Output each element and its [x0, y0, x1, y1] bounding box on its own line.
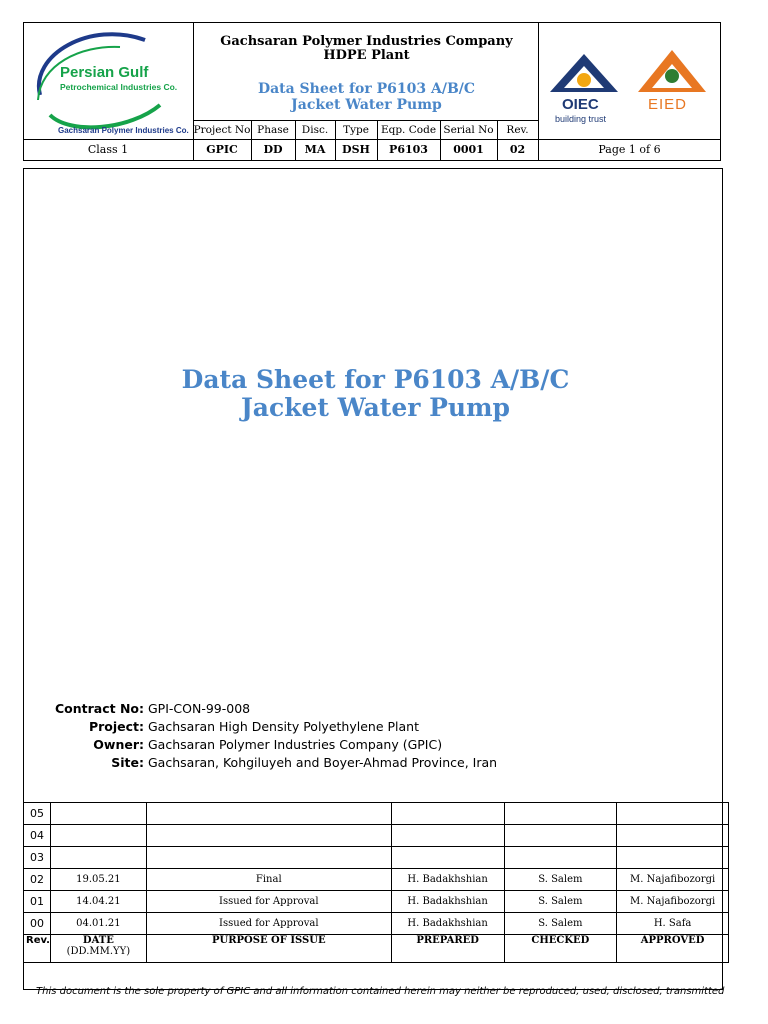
eied-logo	[636, 48, 708, 96]
checked-cell	[504, 847, 617, 869]
approved-cell	[617, 825, 729, 847]
col-serial-no: Serial No	[443, 124, 494, 136]
date-cell: 04.01.21	[50, 913, 146, 935]
confidentiality-notice: This document is the sole property of GPIC and all information contained herein may neither be reproduced, used, disclosed, transmitted	[36, 986, 725, 997]
date-cell	[50, 825, 146, 847]
col-project-no: Project No	[193, 124, 251, 136]
rev-cell: 03	[24, 847, 51, 869]
purpose-cell: Final	[146, 869, 391, 891]
prepared-cell: H. Badakhshian	[391, 869, 504, 891]
val-disc: MA	[304, 143, 326, 156]
date-cell: 14.04.21	[50, 891, 146, 913]
purpose-cell	[146, 825, 391, 847]
header-title-line-2: Jacket Water Pump	[291, 97, 442, 113]
col-phase: Phase	[257, 124, 289, 136]
purpose-cell	[146, 847, 391, 869]
site-label: Site:	[111, 755, 144, 770]
revision-table	[23, 802, 729, 963]
rev-cell: 04	[24, 825, 51, 847]
page-title	[23, 366, 728, 422]
approved-cell: M. Najafibozorgi	[617, 891, 729, 913]
revision-header-row	[24, 935, 729, 963]
rev-header: Rev.	[24, 935, 51, 963]
contract-value: GPI-CON-99-008	[148, 701, 251, 716]
owner-label: Owner:	[93, 737, 144, 752]
prepared-cell	[391, 825, 504, 847]
gpic-logo-footer: Gachsaran Polymer Industries Co.	[58, 126, 189, 135]
purpose-cell	[146, 803, 391, 825]
eied-name: EIED	[648, 96, 688, 113]
company-name	[195, 35, 538, 63]
page-title-line-2: Jacket Water Pump	[240, 393, 511, 422]
prepared-cell: H. Badakhshian	[391, 891, 504, 913]
table-row	[24, 913, 729, 935]
header-datasheet-title	[195, 81, 538, 113]
prepared-header: PREPARED	[391, 935, 504, 963]
contract-row	[22, 700, 250, 718]
oiec-name: OIEC	[562, 96, 599, 113]
owner-value: Gachsaran Polymer Industries Company (GPIC)	[148, 737, 443, 752]
purpose-cell: Issued for Approval	[146, 913, 391, 935]
oiec-tagline: building trust	[555, 114, 607, 124]
table-row	[24, 847, 729, 869]
page-label: Page 1 of 6	[598, 143, 661, 156]
date-header-label: DATE	[82, 935, 114, 946]
val-type: DSH	[342, 143, 370, 156]
rev-cell: 05	[24, 803, 51, 825]
approved-cell	[617, 847, 729, 869]
company-line-2: HDPE Plant	[323, 48, 410, 63]
checked-cell: S. Salem	[504, 891, 617, 913]
val-phase: DD	[263, 143, 283, 156]
site-row	[22, 754, 497, 772]
table-row	[24, 803, 729, 825]
date-format-label: (DD.MM.YY)	[66, 946, 131, 957]
prepared-cell: H. Badakhshian	[391, 913, 504, 935]
prepared-cell	[391, 847, 504, 869]
table-row	[24, 869, 729, 891]
checked-cell	[504, 803, 617, 825]
approved-cell	[617, 803, 729, 825]
class-label: Class 1	[87, 143, 129, 156]
rev-cell: 01	[24, 891, 51, 913]
project-value: Gachsaran High Density Polyethylene Plant	[148, 719, 419, 734]
purpose-header: PURPOSE OF ISSUE	[146, 935, 391, 963]
rev-cell: 02	[24, 869, 51, 891]
date-cell	[50, 803, 146, 825]
persian-gulf-name: Persian Gulf	[60, 64, 149, 81]
date-header	[50, 935, 146, 963]
col-rev: Rev.	[506, 124, 529, 136]
purpose-cell: Issued for Approval	[146, 891, 391, 913]
page-title-line-1: Data Sheet for P6103 A/B/C	[181, 365, 570, 394]
col-eqp-code: Eqp. Code	[380, 124, 437, 136]
table-row	[24, 891, 729, 913]
checked-cell: S. Salem	[504, 913, 617, 935]
contract-label: Contract No:	[54, 701, 144, 716]
val-eqp-code: P6103	[389, 143, 428, 156]
col-type: Type	[343, 124, 369, 136]
date-cell	[50, 847, 146, 869]
approved-cell: M. Najafibozorgi	[617, 869, 729, 891]
project-row	[22, 718, 419, 736]
checked-cell	[504, 825, 617, 847]
val-serial-no: 0001	[453, 143, 484, 156]
approved-header: APPROVED	[617, 935, 729, 963]
rev-cell: 00	[24, 913, 51, 935]
col-disc: Disc.	[301, 124, 329, 136]
oiec-logo	[548, 52, 620, 96]
table-row	[24, 825, 729, 847]
project-label: Project:	[88, 719, 144, 734]
persian-gulf-subtitle: Petrochemical Industries Co.	[60, 82, 178, 92]
val-rev: 02	[509, 143, 526, 156]
checked-header: CHECKED	[504, 935, 617, 963]
checked-cell: S. Salem	[504, 869, 617, 891]
site-value: Gachsaran, Kohgiluyeh and Boyer-Ahmad Province, Iran	[148, 755, 498, 770]
approved-cell: H. Safa	[617, 913, 729, 935]
company-line-1: Gachsaran Polymer Industries Company	[220, 34, 513, 49]
val-project-no: GPIC	[206, 143, 238, 156]
header-title-line-1: Data Sheet for P6103 A/B/C	[257, 81, 476, 97]
owner-row	[22, 736, 442, 754]
prepared-cell	[391, 803, 504, 825]
date-cell: 19.05.21	[50, 869, 146, 891]
